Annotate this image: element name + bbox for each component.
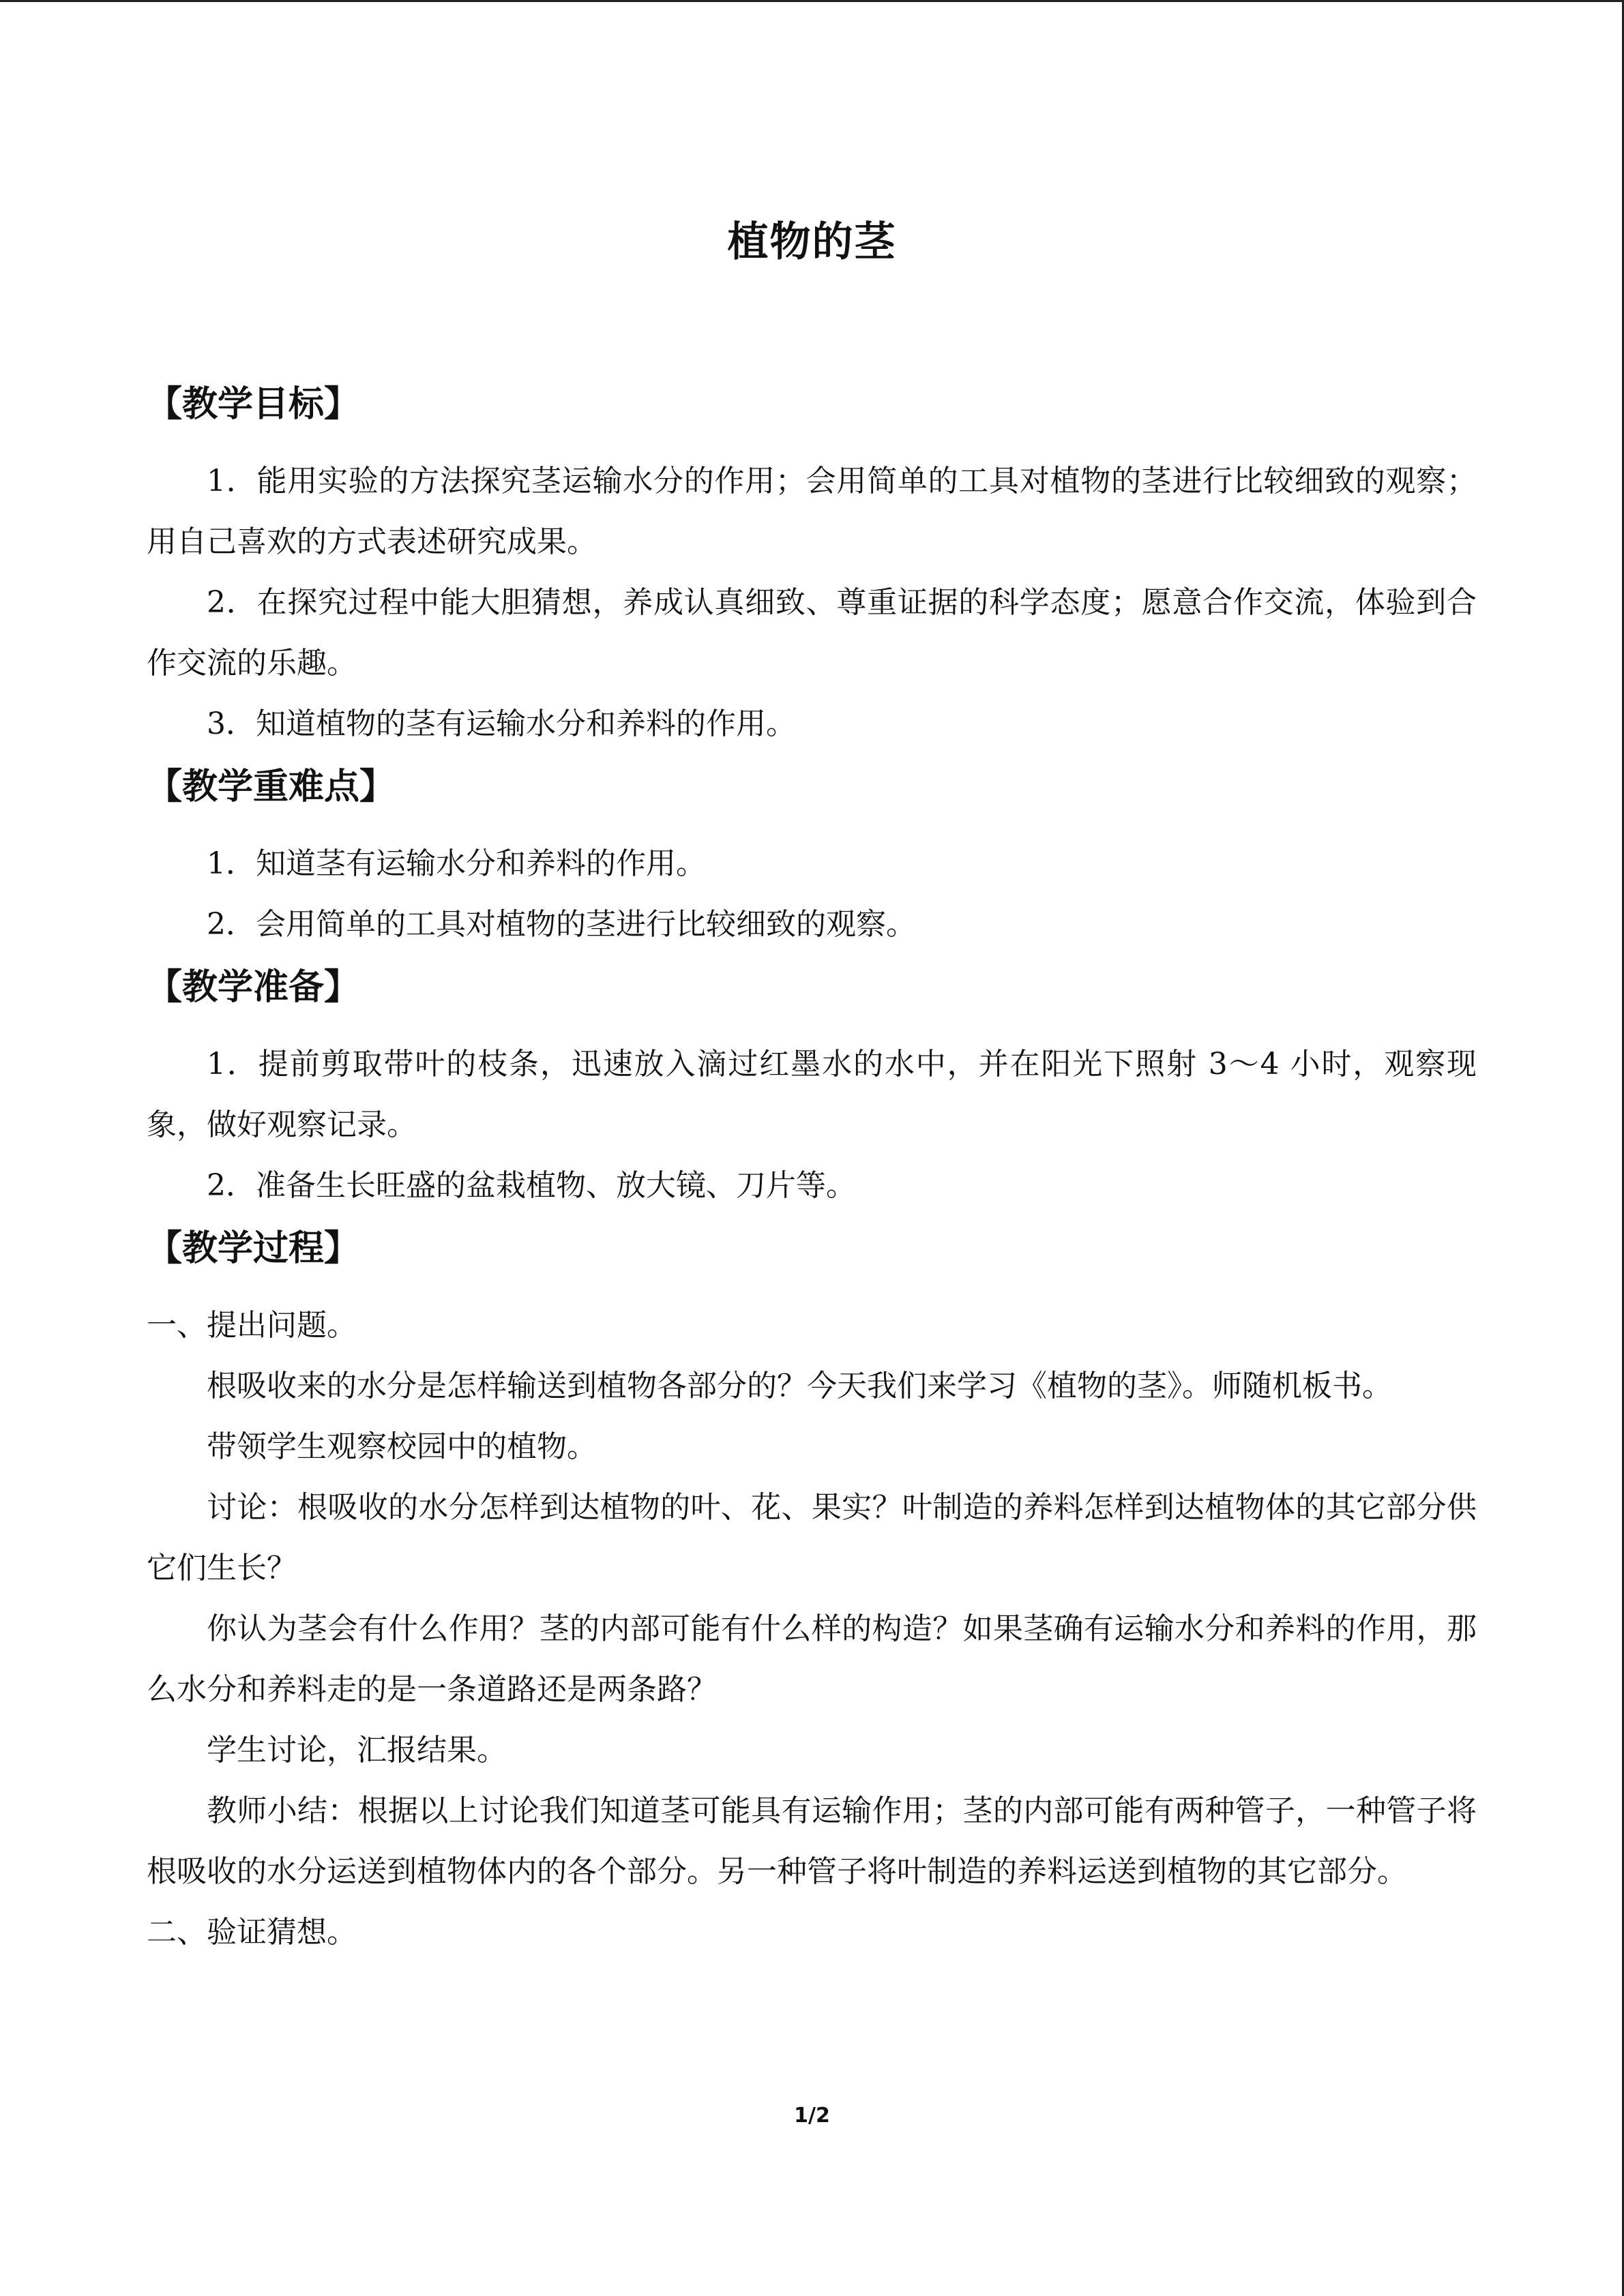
process-paragraph-3: 讨论：根吸收的水分怎样到达植物的叶、花、果实？叶制造的养料怎样到达植物体的其它部分供它们生长？ <box>147 1490 1477 1585</box>
preparation-item-1: 1．提前剪取带叶的枝条，迅速放入滴过红墨水的水中，并在阳光下照射 3～4 小时，观察现象，做好观察记录。 <box>147 1047 1477 1142</box>
document-body <box>147 377 1477 1968</box>
section-key-points <box>147 760 1477 955</box>
goal-item-2: 2．在探究过程中能大胆猜想，养成认真细致、尊重证据的科学态度；愿意合作交流，体验到合作交流的乐趣。 <box>147 585 1477 681</box>
process-paragraph-5: 学生讨论，汇报结果。 <box>207 1733 507 1768</box>
process-paragraph-2: 带领学生观察校园中的植物。 <box>207 1429 597 1464</box>
key-point-item-2: 2．会用简单的工具对植物的茎进行比较细致的观察。 <box>207 907 916 942</box>
process-paragraph-6: 教师小结：根据以上讨论我们知道茎可能具有运输作用；茎的内部可能有两种管子，一种管子将根吸收的水分运送到植物体内的各个部分。另一种管子将叶制造的养料运送到植物的其它部分。 <box>147 1793 1477 1889</box>
section-heading-process: 【教学过程】 <box>147 1228 360 1269</box>
section-goals <box>147 377 1477 754</box>
section-heading-goals: 【教学目标】 <box>147 384 360 425</box>
preparation-item-2: 2．准备生长旺盛的盆栽植物、放大镜、刀片等。 <box>207 1168 856 1203</box>
process-paragraph-4: 你认为茎会有什么作用？茎的内部可能有什么样的构造？如果茎确有运输水分和养料的作用，那么水分和养料走的是一条道路还是两条路？ <box>147 1611 1477 1707</box>
goal-item-3: 3．知道植物的茎有运输水分和养料的作用。 <box>207 706 796 741</box>
section-heading-key-points: 【教学重难点】 <box>147 766 396 807</box>
section-heading-preparation: 【教学准备】 <box>147 967 360 1008</box>
section-process <box>147 1221 1477 1963</box>
key-point-item-1: 1．知道茎有运输水分和养料的作用。 <box>207 846 706 881</box>
process-step-1: 一、提出问题。 <box>147 1308 357 1343</box>
process-paragraph-1: 根吸收来的水分是怎样输送到植物各部分的？今天我们来学习《植物的茎》。师随机板书。 <box>207 1369 1392 1403</box>
page-title: 植物的茎 <box>727 218 897 266</box>
page-number: 1/2 <box>794 2104 830 2128</box>
goal-item-1: 1．能用实验的方法探究茎运输水分的作用；会用简单的工具对植物的茎进行比较细致的观察；用自己喜欢的方式表述研究成果。 <box>147 464 1477 559</box>
process-step-2: 二、验证猜想。 <box>147 1915 357 1950</box>
section-preparation <box>147 960 1477 1216</box>
